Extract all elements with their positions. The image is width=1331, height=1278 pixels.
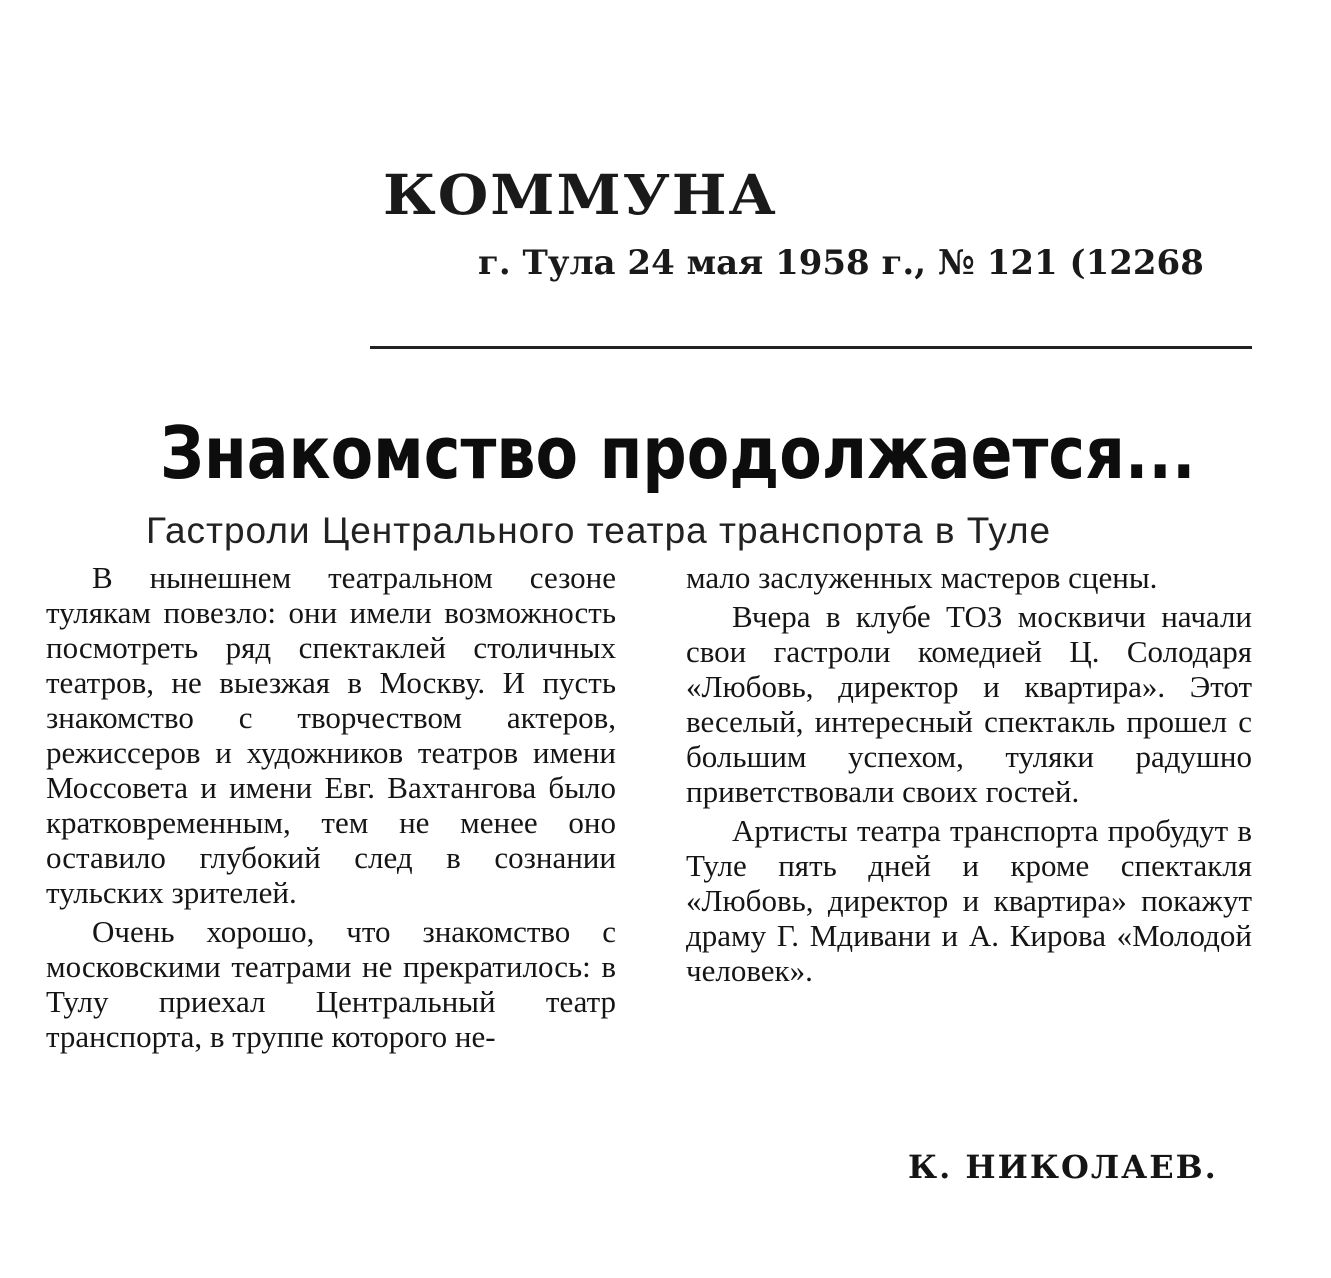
article-headline: Знакомство продолжается... [160,411,1196,495]
author-signature: К. НИКОЛАЕВ. [908,1148,1218,1186]
article-subhead: Гастроли Центрального театра транспорта в Туле [146,510,1052,551]
article-column-left [46,560,616,1058]
paragraph-continuation: мало заслуженных мастеров сцены. [686,560,1158,595]
dateline: г. Тула 24 мая 1958 г., № 121 (12268 [478,243,1204,283]
article-column-right [686,560,1252,992]
paragraph: Вчера в клубе ТОЗ москвичи начали свои гастроли комедией Ц. Солодаря «Любовь, директор и квартира». Этот веселый, интересный спектакль прошел с большим успехом, туляки радушно приветствовали своих гостей. [686,599,1252,809]
paragraph: В нынешнем театральном сезоне тулякам повезло: они имели возможность посмотреть ряд спектаклей столичных театров, не выезжая в Москву. И пусть знакомство с творчеством актеров, режиссеров и художников театров имени Моссовета и имени Евг. Вахтангова было кратковременным, тем не менее оно оставило глубокий след в сознании тульских зрителей. [46,560,616,910]
paragraph: Очень хорошо, что знакомство с московскими театрами не прекратилось: в Тулу приехал Центральный театр транспорта, в труппе которого не- [46,914,616,1054]
paragraph: Артисты театра транспорта пробудут в Туле пять дней и кроме спектакля «Любовь, директор и квартира» покажут драму Г. Мдивани и А. Кирова «Молодой человек». [686,813,1252,988]
newspaper-masthead: КОММУНА [383,162,778,228]
masthead-rule [370,346,1252,349]
